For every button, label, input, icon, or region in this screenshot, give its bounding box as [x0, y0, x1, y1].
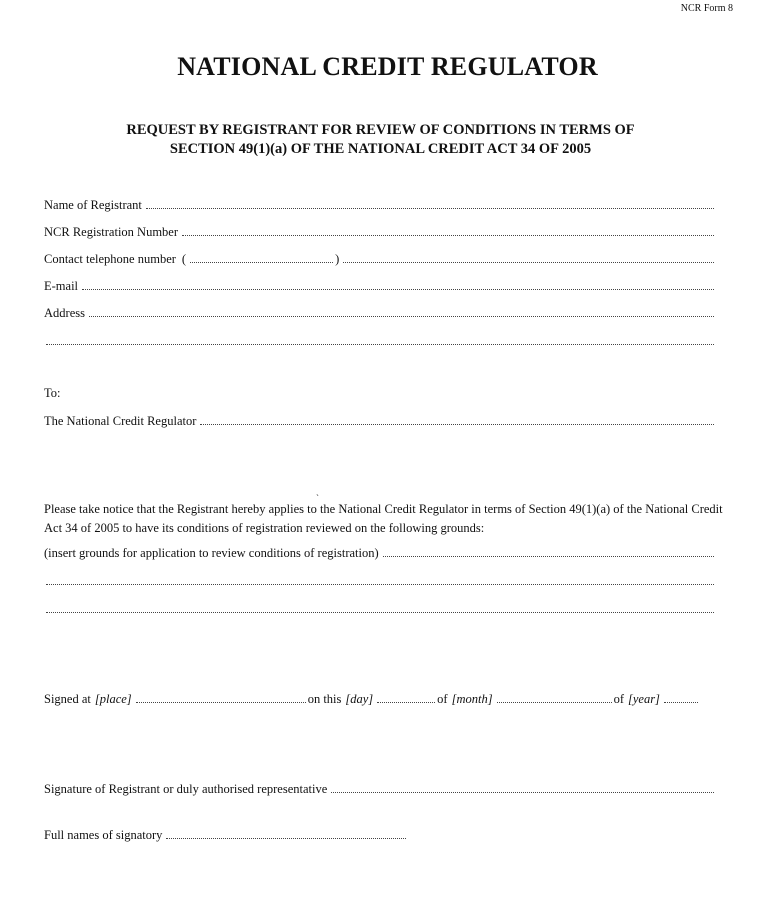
of-label-1: of: [437, 692, 448, 706]
form-subtitle: [0, 121, 761, 159]
month-field[interactable]: [497, 702, 612, 703]
to-label: To:: [44, 386, 61, 400]
email-row: [44, 276, 716, 294]
to-row: [44, 383, 716, 401]
of-label-2: of: [613, 692, 624, 706]
regulator-label: The National Credit Regulator: [44, 414, 197, 428]
place-label: [place]: [94, 692, 132, 706]
grounds-row: [44, 543, 716, 561]
address-field-line-2[interactable]: [46, 344, 714, 345]
form-number: NCR Form 8: [680, 3, 733, 14]
ncr-number-field[interactable]: [182, 235, 714, 236]
regulator-row: [44, 411, 716, 429]
email-label: E-mail: [44, 279, 79, 293]
registrant-name-row: [44, 195, 716, 213]
grounds-row-2: [44, 571, 716, 589]
phone-open-paren: (: [181, 252, 187, 266]
month-label: [month]: [451, 692, 493, 706]
email-field[interactable]: [82, 289, 714, 290]
full-names-label: Full names of signatory: [44, 828, 163, 842]
ncr-number-row: [44, 222, 716, 240]
on-this-label: on this: [307, 692, 342, 706]
address-field-line-1[interactable]: [89, 316, 714, 317]
regulator-field[interactable]: [200, 424, 714, 425]
grounds-label: (insert grounds for application to review conditions of registration): [44, 546, 379, 560]
day-label: [day]: [345, 692, 374, 706]
phone-number-field[interactable]: [343, 262, 714, 263]
phone-close-paren: ): [335, 252, 340, 266]
day-field[interactable]: [377, 702, 435, 703]
ncr-number-label: NCR Registration Number: [44, 225, 179, 239]
subtitle-line-2: SECTION 49(1)(a) OF THE NATIONAL CREDIT ACT 34 OF 2005: [169, 141, 592, 157]
phone-row: [44, 249, 716, 267]
signature-field[interactable]: [331, 792, 714, 793]
signature-label: Signature of Registrant or duly authorised representative: [44, 782, 328, 796]
grounds-field-line-3[interactable]: [46, 612, 714, 613]
registrant-name-label: Name of Registrant: [44, 198, 142, 212]
place-field[interactable]: [136, 702, 306, 703]
address-label: Address: [44, 306, 85, 320]
full-names-row: [44, 825, 716, 843]
grounds-row-3: [44, 599, 716, 617]
grounds-field-line-2[interactable]: [46, 584, 714, 585]
year-label: [year]: [627, 692, 660, 706]
notice-paragraph: Please take notice that the Registrant hereby applies to the National Credit Regulator in terms of Section 49(1)(a) of the National Credit Act 34 of 2005 to have its conditions of registration reviewed on the following grounds:: [44, 502, 723, 535]
year-field[interactable]: [664, 702, 698, 703]
address-row-2: [44, 331, 716, 349]
page-title: NATIONAL CREDIT REGULATOR: [177, 52, 598, 81]
signed-row: [44, 689, 716, 707]
signature-row: [44, 779, 716, 797]
registrant-name-field[interactable]: [146, 208, 714, 209]
grounds-field-line-1[interactable]: [383, 556, 714, 557]
address-row: [44, 303, 716, 321]
subtitle-line-1: REQUEST BY REGISTRANT FOR REVIEW OF CONDITIONS IN TERMS OF: [126, 122, 635, 138]
full-names-field[interactable]: [166, 838, 406, 839]
phone-label: Contact telephone number: [44, 252, 176, 266]
phone-area-code-field[interactable]: [190, 262, 333, 263]
stray-mark: ˎ: [316, 486, 319, 496]
signed-at-label: Signed at: [44, 692, 91, 706]
